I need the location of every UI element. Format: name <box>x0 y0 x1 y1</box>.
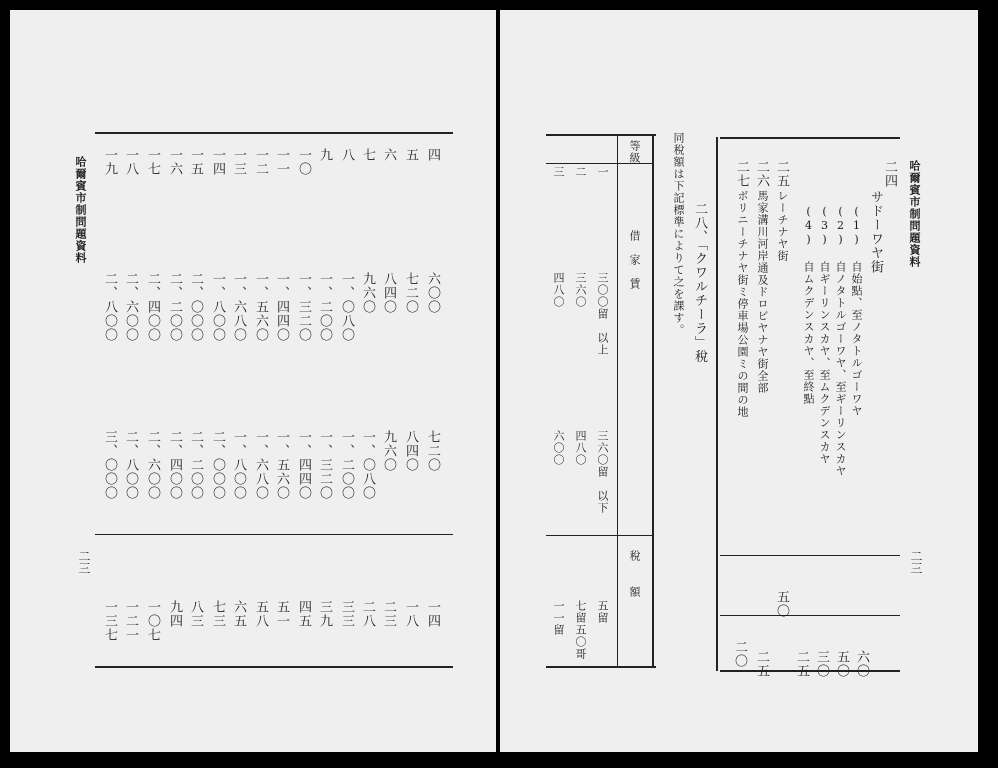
row-value-low: 二、八〇〇 <box>102 272 117 342</box>
row-tax: 一三七 <box>102 600 117 642</box>
entry-24-item-1: (1) 自始點、至ノタトルゴーワヤ <box>850 205 863 417</box>
row-grade: 一九 <box>102 148 117 176</box>
row-tax: 三九 <box>317 600 332 628</box>
tax-row-rent-low: 三〇〇留 以上 <box>596 272 609 356</box>
box-rule-2 <box>720 615 900 616</box>
row-grade: 六 <box>381 148 396 162</box>
entry-value: 五〇 <box>834 650 849 678</box>
row-tax: 二三 <box>381 600 396 628</box>
tax-table-col-rule <box>617 134 618 668</box>
row-value-high: 二、八〇〇 <box>123 430 138 500</box>
tax-row-grade: 二 <box>574 166 587 178</box>
row-grade: 一四 <box>210 148 225 176</box>
running-header: 哈爾賓市制問題資料 <box>74 156 87 264</box>
page-number: 二三 <box>77 550 91 574</box>
row-grade: 五 <box>403 148 418 162</box>
tax-row-rent-high: 四八〇 <box>574 430 587 466</box>
row-grade: 一六 <box>167 148 182 176</box>
row-grade: 八 <box>339 148 354 162</box>
entry-value: 二五 <box>754 650 769 678</box>
tax-row-rent-low: 四八〇 <box>552 272 565 308</box>
row-value-high: 二、四〇〇 <box>167 430 182 500</box>
tax-row-tax: 一一留 <box>552 600 565 636</box>
row-tax: 七三 <box>210 600 225 628</box>
column-header-rent: 借 家 賃 <box>628 230 641 290</box>
entry-value: 六〇 <box>854 650 869 678</box>
row-value-high: 一、五六〇 <box>274 430 289 500</box>
row-grade: 一八 <box>123 148 138 176</box>
row-value-low: 一、五六〇 <box>253 272 268 342</box>
left-page <box>10 10 496 752</box>
row-tax: 一八 <box>403 600 418 628</box>
entry-27-number: 二七 <box>734 160 749 188</box>
box-bottom-rule <box>720 670 900 672</box>
entry-25-number: 二五 <box>774 160 789 188</box>
row-value-high: 三、〇〇〇 <box>102 430 117 500</box>
box-top-rule <box>720 137 900 139</box>
tax-row-rent-high: 六〇〇 <box>552 430 565 466</box>
row-grade: 九 <box>317 148 332 162</box>
row-value-high: 一、四四〇 <box>296 430 311 500</box>
row-grade: 七 <box>360 148 375 162</box>
tax-table-bottom-rule <box>546 666 656 668</box>
row-grade: 一二 <box>253 148 268 176</box>
page-number: 二三 <box>909 550 923 574</box>
entry-value: 三〇 <box>814 650 829 678</box>
row-value-high: 一、三二〇 <box>317 430 332 500</box>
running-header: 哈爾賓市制問題資料 <box>908 160 921 268</box>
row-value-high: 一、六八〇 <box>253 430 268 500</box>
entry-value-mid: 五〇 <box>774 590 789 618</box>
row-tax: 三三 <box>339 600 354 628</box>
row-value-low: 二、〇〇〇 <box>188 272 203 342</box>
tax-row-grade: 三 <box>552 166 565 178</box>
entry-25-text: レーチナヤ街 <box>776 190 789 262</box>
table-top-rule <box>95 132 453 134</box>
tax-row-grade: 一 <box>596 166 609 178</box>
row-value-low: 七二〇 <box>403 272 418 314</box>
entry-26-text: 馬家溝川河岸通及ドロビヤナヤ街全部 <box>756 190 769 394</box>
entry-24-number: 二四 <box>882 160 897 188</box>
row-tax: 一二一 <box>123 600 138 642</box>
entry-24-item-3: (3) 自ギーリンスカヤ、至ムクデンスカヤ <box>818 205 831 465</box>
right-page <box>500 10 978 752</box>
row-tax: 九四 <box>167 600 182 628</box>
section-title: 二八、「クワルチーラ」稅 <box>692 202 707 364</box>
column-header-tax: 稅 額 <box>628 550 641 598</box>
row-value-low: 一、四四〇 <box>274 272 289 342</box>
row-grade: 一三 <box>231 148 246 176</box>
tax-table-top-rule <box>546 134 656 136</box>
tax-table-mid-rule <box>546 535 652 536</box>
row-grade: 一五 <box>188 148 203 176</box>
row-value-high: 七二〇 <box>425 430 440 472</box>
row-value-low: 八四〇 <box>381 272 396 314</box>
section-subtitle: 同稅額は下記標準によりて之を課す。 <box>672 132 685 336</box>
row-value-high: 二、二〇〇 <box>188 430 203 500</box>
entry-value: 二五 <box>794 650 809 678</box>
entry-value: 二〇 <box>732 640 747 668</box>
entry-24-text: サドーワヤ街 <box>868 190 883 274</box>
row-value-high: 二、〇〇〇 <box>210 430 225 500</box>
tax-row-rent-low: 三六〇 <box>574 272 587 308</box>
row-value-low: 一、六八〇 <box>231 272 246 342</box>
row-tax: 四五 <box>296 600 311 628</box>
column-header-grade: 等級 <box>628 140 641 164</box>
row-tax: 五八 <box>253 600 268 628</box>
entry-24-item-2: (2) 自ノタトルゴーワヤ、至ギーリンスカヤ <box>834 205 847 477</box>
row-value-low: 九六〇 <box>360 272 375 314</box>
row-tax: 一〇七 <box>145 600 160 642</box>
row-grade: 四 <box>425 148 440 162</box>
box-rule-1 <box>720 555 900 556</box>
tax-row-rent-high: 三六〇留 以下 <box>596 430 609 514</box>
row-grade: 一一 <box>274 148 289 176</box>
entry-24-item-4: (4) 自ムクデンスカヤ、至終點 <box>802 205 815 405</box>
tax-row-tax: 五留 <box>596 600 609 624</box>
tax-table-right-rule <box>652 134 654 668</box>
row-tax: 八三 <box>188 600 203 628</box>
row-grade: 一〇 <box>296 148 311 176</box>
tax-row-tax: 七留五〇哥 <box>574 600 587 660</box>
entry-27-text: ボリニーチナヤ街ミ停車場公園ミの間の地 <box>736 190 749 418</box>
table-mid-rule <box>95 534 453 535</box>
row-value-high: 八四〇 <box>403 430 418 472</box>
entry-26-number: 二六 <box>754 160 769 188</box>
row-value-low: 一、八〇〇 <box>210 272 225 342</box>
row-value-high: 一、八〇〇 <box>231 430 246 500</box>
row-value-high: 二、六〇〇 <box>145 430 160 500</box>
row-tax: 六五 <box>231 600 246 628</box>
row-value-low: 一、三二〇 <box>296 272 311 342</box>
row-value-high: 一、二〇〇 <box>339 430 354 500</box>
row-value-low: 一、二〇〇 <box>317 272 332 342</box>
row-tax: 五一 <box>274 600 289 628</box>
row-value-low: 一、〇八〇 <box>339 272 354 342</box>
row-tax: 一四 <box>425 600 440 628</box>
row-value-low: 二、六〇〇 <box>123 272 138 342</box>
row-value-low: 二、二〇〇 <box>167 272 182 342</box>
row-grade: 一七 <box>145 148 160 176</box>
row-value-high: 一、〇八〇 <box>360 430 375 500</box>
box-left-rule <box>716 137 718 671</box>
row-value-low: 二、四〇〇 <box>145 272 160 342</box>
row-tax: 二八 <box>360 600 375 628</box>
row-value-low: 六〇〇 <box>425 272 440 314</box>
row-value-high: 九六〇 <box>381 430 396 472</box>
table-bottom-rule <box>95 666 453 668</box>
